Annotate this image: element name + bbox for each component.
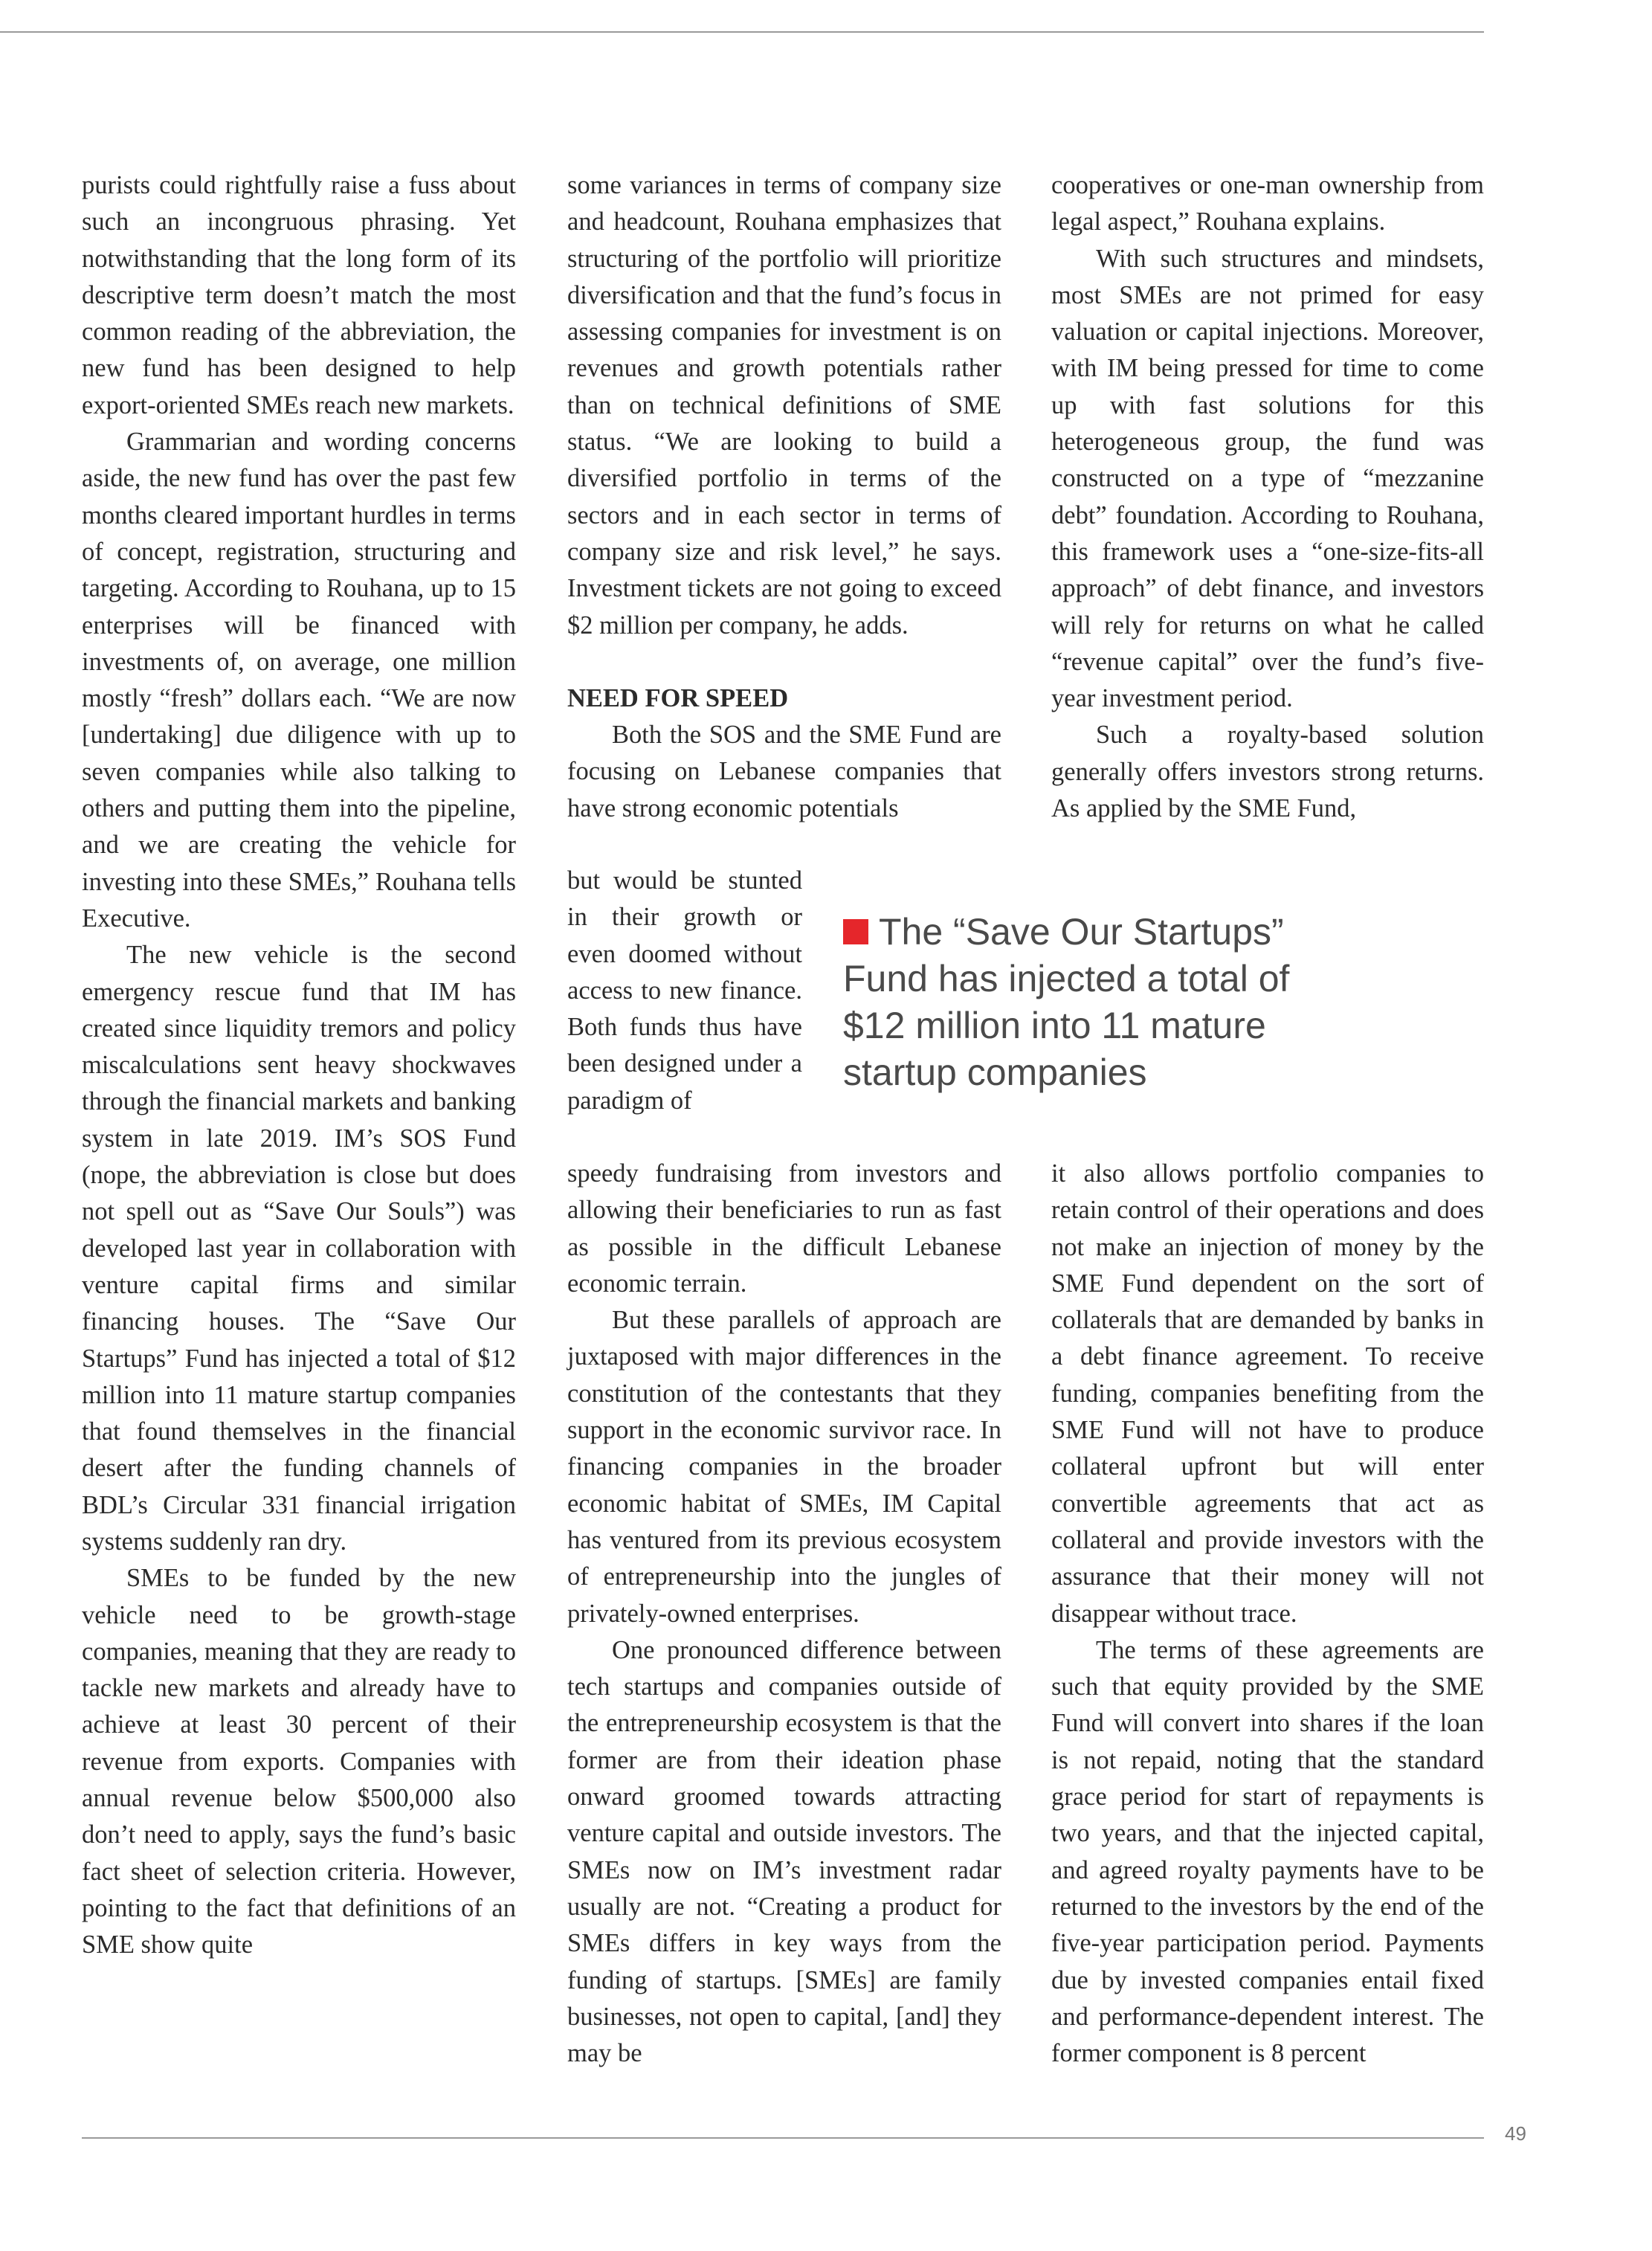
paragraph: purists could rightfully raise a fuss about such an incongruous phrasing. Yet notwithstanding that the long form of its descriptive term doesn’t match the most common reading of the abbreviation, the new fund has been designed to help export-oriented SMEs reach new markets. [82, 171, 516, 419]
article-column-2-top [567, 167, 1001, 827]
paragraph-wrap: but would be stunted in their growth or even doomed without access to new finance. Both funds thus have been designed under a paradigm of [567, 866, 802, 1115]
paragraph: speedy fundraising from investors and allowing their beneficiaries to run as fast as possible in the difficult Lebanese economic terrain. [567, 1159, 1001, 1298]
article-column-2-wrap [567, 863, 802, 1119]
pull-quote [843, 909, 1319, 1096]
paragraph: With such structures and mindsets, most SMEs are not primed for easy valuation or capital injections. Moreover, with IM being pressed for time to come up with fast solutions for this heterogeneous group, the fund was constructed on a type of “mezzanine debt” foundation. According to Rouhana, this framework uses a “one-size-fits-all approach” of debt finance, and investors will rely for returns on what he called “revenue capital” over the fund’s five-year investment period. [1051, 244, 1484, 713]
red-square-icon [843, 919, 868, 944]
paragraph: it also allows portfolio companies to retain control of their operations and does not make an injection of money by the SME Fund dependent on the sort of collaterals that are demanded by banks in a debt finance agreement. To receive funding, companies benefiting from the SME Fund will not have to produce collateral upfront but will enter convertible agreements that act as collateral and provide investors with the assurance that their money will not disappear without trace. [1051, 1159, 1484, 1628]
paragraph: some variances in terms of company size and headcount, Rouhana emphasizes that structuring of the portfolio will prioritize diversification and that the fund’s focus in assessing companies for investment is on revenues and growth potentials rather than on technical definitions of SME status. “We are looking to build a diversified portfolio in terms of the sectors and in each sector in terms of company size and risk level,” he says. Investment tickets are not going to exceed $2 million per company, he adds. [567, 171, 1001, 640]
article-column-3-top [1051, 167, 1484, 827]
paragraph: The new vehicle is the second emergency rescue fund that IM has created since liquidity tremors and policy miscalculations sent heavy shockwaves through the financial markets and banking system in late 2019. IM’s SOS Fund (nope, the abbreviation is close but does not spell out as “Save Our Souls”) was developed last year in collaboration with venture capital firms and similar financing houses. The “Save Our Startups” Fund has injected a total of $12 million into 11 mature startup companies that found themselves in the financial desert after the funding channels of BDL’s Circular 331 financial irrigation systems suddenly ran dry. [82, 941, 516, 1556]
paragraph: Such a royalty-based solution generally offers investors strong returns. As applied by the SME Fund, [1051, 721, 1484, 823]
paragraph: The terms of these agreements are such that equity provided by the SME Fund will convert into shares if the loan is not repaid, noting that the standard grace period for start of repayments is two years, and that the injected capital, and agreed royalty payments have to be returned to the investors by the end of the five-year participation period. Payments due by invested companies entail fixed and performance-dependent interest. The former component is 8 percent [1051, 1635, 1484, 2068]
paragraph: cooperatives or one-man ownership from legal aspect,” Rouhana explains. [1051, 171, 1484, 236]
paragraph: Grammarian and wording concerns aside, the new fund has over the past few months cleared important hurdles in terms of concept, registration, structuring and targeting. According to Rouhana, up to 15 enterprises will be financed with investments of, on average, one million mostly “fresh” dollars each. “We are now [undertaking] due diligence with up to seven companies while also talking to others and putting them into the pipeline, and we are creating the vehicle for investing into these SMEs,” Rouhana tells Executive. [82, 428, 516, 933]
article-column-1 [82, 167, 516, 1964]
bottom-rule [82, 2137, 1484, 2139]
article-column-2-bottom [567, 1156, 1001, 2072]
top-rule [0, 31, 1484, 33]
paragraph: One pronounced difference between tech startups and companies outside of the entrepreneurship ecosystem is that the former are from their ideation phase onward groomed towards attracting venture capital and outside investors. The SMEs now on IM’s investment radar usually are not. “Creating a product for SMEs differs in key ways from the funding of startups. [SMEs] are family businesses, not open to capital, [and] they may be [567, 1635, 1001, 2068]
article-column-3-bottom [1051, 1156, 1484, 2072]
paragraph: SMEs to be funded by the new vehicle need to be growth-stage companies, meaning that they are ready to tackle new markets and already have to achieve at least 30 percent of their revenue from exports. Companies with annual revenue below $500,000 also don’t need to apply, says the fund’s basic fact sheet of selection criteria. However, pointing to the fact that definitions of an SME show quite [82, 1564, 516, 1959]
paragraph-lead: Both the SOS and the SME Fund are focusing on Lebanese companies that have strong economic potentials [567, 721, 1001, 822]
page-number: 49 [1505, 2122, 1526, 2145]
section-subhead: NEED FOR SPEED [567, 683, 789, 712]
pull-quote-text: The “Save Our Startups” Fund has injected a total of $12 million into 11 mature startup companies [843, 911, 1290, 1093]
paragraph: But these parallels of approach are juxtaposed with major differences in the constitution of the contestants that they support in the economic survivor race. In financing companies in the broader economic habitat of SMEs, IM Capital has ventured from its previous ecosystem of entrepreneurship into the jungles of privately-owned enterprises. [567, 1306, 1001, 1628]
